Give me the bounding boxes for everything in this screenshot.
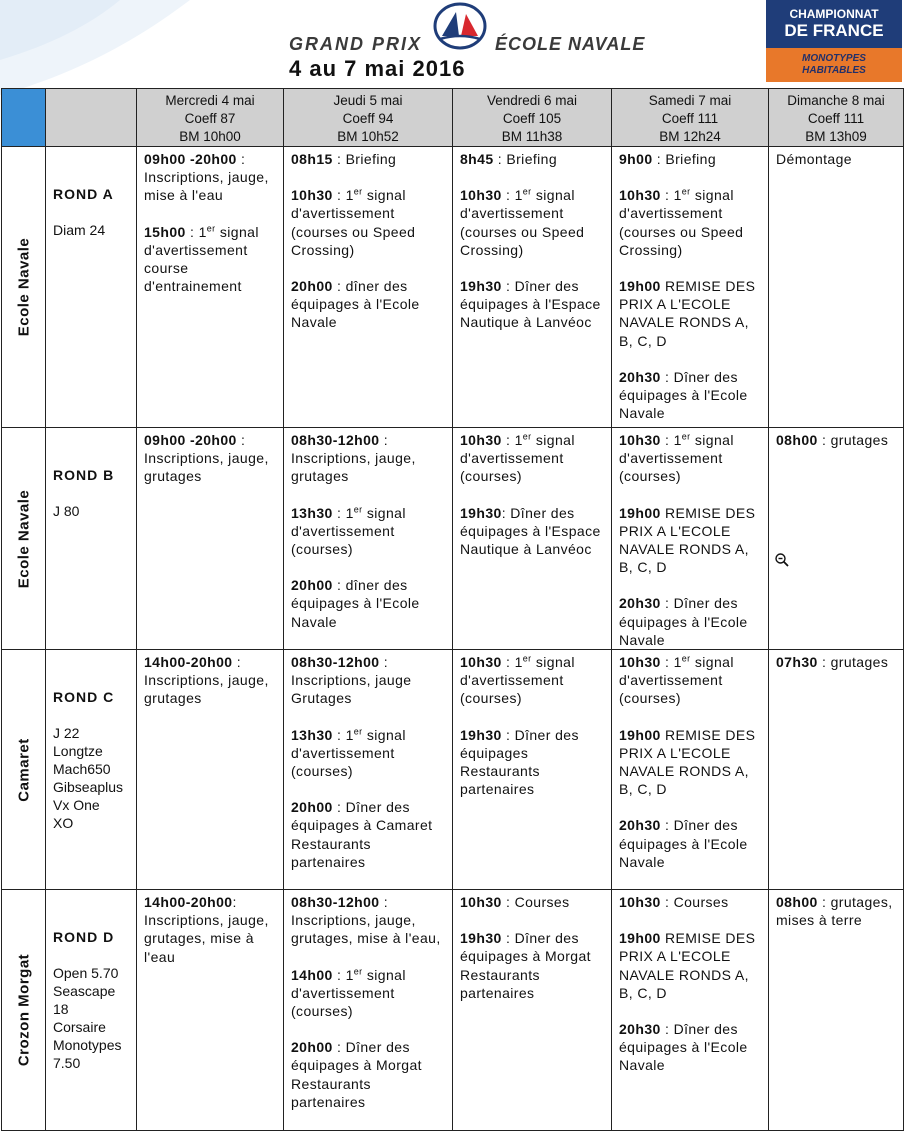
schedule-cell <box>284 428 453 650</box>
boat-class: XO <box>53 815 74 832</box>
day-coeff: Coeff 111 <box>807 111 865 126</box>
schedule-entry: 08h30-12h00 : Inscriptions, jauge, grutages, mise à l'eau, <box>291 894 441 947</box>
schedule-entry: 09h00 -20h00 : Inscriptions, jauge, mise à l'eau <box>144 151 269 204</box>
schedule-entry: 20h00 : dîner des équipages à l'Ecole Navale <box>291 577 420 630</box>
boat-class: Gibseaplus <box>53 779 124 796</box>
schedule-cell <box>769 147 904 428</box>
schedule-entry: 13h30 : 1er signal d'avertissement (courses) <box>291 503 406 558</box>
day-header-4 <box>769 89 904 147</box>
table-row <box>2 428 904 650</box>
schedule-entry: 20h00 : Dîner des équipages à Morgat Restaurants partenaires <box>291 1039 422 1110</box>
schedule-entry: 19h00 REMISE DES PRIX A L'ECOLE NAVALE RONDS A, B, C, D <box>619 726 756 798</box>
schedule-entry: 08h30-12h00 : Inscriptions, jauge Grutages <box>291 654 412 707</box>
day-header-1 <box>284 89 453 147</box>
schedule-entry: 10h30 : 1er signal d'avertissement (courses ou Speed Crossing) <box>619 186 744 258</box>
day-day: Jeudi 5 mai <box>333 93 403 108</box>
rond-name: ROND D <box>53 929 115 946</box>
corner-cell <box>2 89 46 147</box>
table-row <box>2 147 904 428</box>
grand-prix-logo-icon <box>432 2 488 50</box>
boat-class: Open 5.70 <box>53 965 119 982</box>
spacer <box>53 203 130 221</box>
schedule-cell <box>453 428 612 650</box>
location-label: Camaret <box>15 737 32 802</box>
day-day: Dimanche 8 mai <box>787 93 885 108</box>
schedule-entry: 19h00 REMISE DES PRIX A L'ECOLE NAVALE RONDS A, B, C, D <box>619 930 756 1001</box>
schedule-cell <box>137 428 284 650</box>
event-title-left: GRAND PRIX <box>289 34 423 54</box>
rond-name: ROND A <box>53 186 114 202</box>
schedule-entry: 10h30 : 1er signal d'avertissement (courses ou Speed Crossing) <box>460 186 585 258</box>
schedule-entry: 08h00 : grutages <box>776 432 889 448</box>
schedule-entry: 19h30 : Dîner des équipages Restaurants partenaires <box>460 726 579 798</box>
schedule-cell <box>453 890 612 1131</box>
schedule-entry: 20h30 : Dîner des équipages à l'Ecole Navale <box>619 595 748 648</box>
boat-class: J 22 <box>53 725 80 742</box>
schedule-entry: 19h30: Dîner des équipages à l'Espace Nautique à Lanvéoc <box>460 504 601 558</box>
championnat-badge <box>766 0 902 82</box>
schedule-cell <box>284 650 453 890</box>
schedule-cell <box>453 147 612 428</box>
schedule-entry: 10h30 : 1er signal d'avertissement (courses) <box>619 653 734 707</box>
rond-cell <box>46 428 137 650</box>
day-day: Samedi 7 mai <box>648 93 732 108</box>
zoom-out-icon[interactable] <box>774 552 790 568</box>
schedule-entry: 10h30 : 1er signal d'avertissement (courses) <box>619 431 734 485</box>
rond-name: ROND C <box>53 689 115 706</box>
spacer <box>53 484 130 502</box>
schedule-entry: 13h30 : 1er signal d'avertissement (courses) <box>291 725 406 780</box>
location-cell <box>2 428 46 650</box>
boat-class: Longtze <box>53 743 103 760</box>
location-cell <box>2 890 46 1131</box>
badge-line2: DE FRANCE <box>784 21 884 40</box>
schedule-cell <box>137 147 284 428</box>
day-coeff: Coeff 105 <box>502 111 562 126</box>
rond-cell <box>46 650 137 890</box>
spacer <box>53 946 130 964</box>
header-row <box>2 89 904 147</box>
schedule-entry: 8h45 : Briefing <box>460 151 558 167</box>
schedule-cell <box>769 890 904 1131</box>
schedule-cell <box>612 890 769 1131</box>
schedule-entry: 08h30-12h00 : Inscriptions, jauge, grutages <box>291 432 416 485</box>
location-label: Ecole Navale <box>15 237 32 337</box>
badge-line3: MONOTYPES <box>802 53 866 64</box>
schedule-cell <box>284 890 453 1131</box>
schedule-entry: Démontage <box>776 151 852 167</box>
schedule-cell <box>769 428 904 650</box>
schedule-entry: 20h00 : dîner des équipages à l'Ecole Navale <box>291 278 420 331</box>
schedule-cell <box>769 650 904 890</box>
day-bm: BM 11h38 <box>501 129 563 144</box>
schedule-entry: 14h00-20h00 : Inscriptions, jauge, grutages <box>144 654 269 707</box>
day-bm: BM 10h52 <box>337 129 399 144</box>
day-bm: BM 12h24 <box>659 129 721 144</box>
boat-class: Monotypes 7.50 <box>53 1037 122 1072</box>
schedule-entry: 20h00 : Dîner des équipages à Camaret Restaurants partenaires <box>291 799 433 870</box>
day-bm: BM 13h09 <box>805 129 867 144</box>
schedule-entry: 09h00 -20h00 : Inscriptions, jauge, grutages <box>144 432 269 485</box>
table-row <box>2 890 904 1131</box>
day-header-3 <box>612 89 769 147</box>
day-coeff: Coeff 111 <box>661 111 719 126</box>
badge-line4: HABITABLES <box>802 65 866 76</box>
schedule-entry: 08h00 : grutages, mises à terre <box>776 894 893 929</box>
schedule-entry: 19h00 REMISE DES PRIX A L'ECOLE NAVALE RONDS A, B, C, D <box>619 278 756 349</box>
schedule-cell <box>137 650 284 890</box>
schedule-entry: 10h30 : Courses <box>619 894 729 911</box>
schedule-entry: 19h30 : Dîner des équipages à l'Espace Nautique à Lanvéoc <box>460 278 601 331</box>
location-label: Ecole Navale <box>15 489 32 588</box>
rond-cell <box>46 890 137 1131</box>
spacer <box>53 706 130 724</box>
schedule-entry: 19h00 REMISE DES PRIX A L'ECOLE NAVALE RONDS A, B, C, D <box>619 504 756 576</box>
schedule-entry: 10h30 : Courses <box>460 894 570 911</box>
schedule-entry: 07h30 : grutages <box>776 654 889 671</box>
day-day: Mercredi 4 mai <box>165 93 255 108</box>
schedule-entry: 15h00 : 1er signal d'avertissement course d'entrainement <box>144 222 259 295</box>
location-label: Crozon Morgat <box>15 953 32 1067</box>
schedule-entry: 10h30 : 1er signal d'avertissement (courses) <box>460 653 575 707</box>
boat-class: J 80 <box>53 503 80 519</box>
schedule-entry: 20h30 : Dîner des équipages à l'Ecole Navale <box>619 817 748 870</box>
day-day: Vendredi 6 mai <box>486 93 578 108</box>
schedule-cell <box>453 650 612 890</box>
boat-class: Vx One <box>53 797 100 814</box>
schedule-entry: 20h30 : Dîner des équipages à l'Ecole Navale <box>619 1021 748 1074</box>
day-coeff: Coeff 94 <box>342 111 394 126</box>
day-bm: BM 10h00 <box>179 129 241 144</box>
schedule-entry: 14h00 : 1er signal d'avertissement (courses) <box>291 965 406 1020</box>
location-cell <box>2 650 46 890</box>
schedule-cell <box>137 890 284 1131</box>
schedule-entry: 10h30 : 1er signal d'avertissement (courses) <box>460 431 575 485</box>
boat-class: Mach650 <box>53 761 111 778</box>
schedule-entry: 20h30 : Dîner des équipages à l'Ecole Navale <box>619 368 748 422</box>
schedule-cell <box>612 650 769 890</box>
schedule-entry: 08h15 : Briefing <box>291 151 397 167</box>
boat-class: Seascape 18 <box>53 983 116 1018</box>
location-cell <box>2 147 46 428</box>
schedule-table <box>1 88 904 1131</box>
schedule-entry: 19h30 : Dîner des équipages à Morgat Restaurants partenaires <box>460 930 591 1001</box>
boat-class: Diam 24 <box>53 222 106 238</box>
event-title-right: ÉCOLE NAVALE <box>495 34 646 54</box>
event-dates: 4 au 7 mai 2016 <box>289 56 466 81</box>
rond-cell <box>46 147 137 428</box>
day-coeff: Coeff 87 <box>184 111 236 126</box>
blank-header-cell <box>46 89 137 147</box>
schedule-cell <box>284 147 453 428</box>
rond-name: ROND B <box>53 467 115 483</box>
day-header-0 <box>137 89 284 147</box>
badge-line1: CHAMPIONNAT <box>789 7 879 21</box>
schedule-entry: 10h30 : 1er signal d'avertissement (courses ou Speed Crossing) <box>291 186 416 258</box>
boat-class: Corsaire <box>53 1019 106 1036</box>
schedule-entry: 9h00 : Briefing <box>619 151 717 167</box>
table-row <box>2 650 904 890</box>
schedule-cell <box>612 428 769 650</box>
schedule-cell <box>612 147 769 428</box>
day-header-2 <box>453 89 612 147</box>
schedule-entry: 14h00-20h00: Inscriptions, jauge, grutages, mise à l'eau <box>144 894 269 965</box>
